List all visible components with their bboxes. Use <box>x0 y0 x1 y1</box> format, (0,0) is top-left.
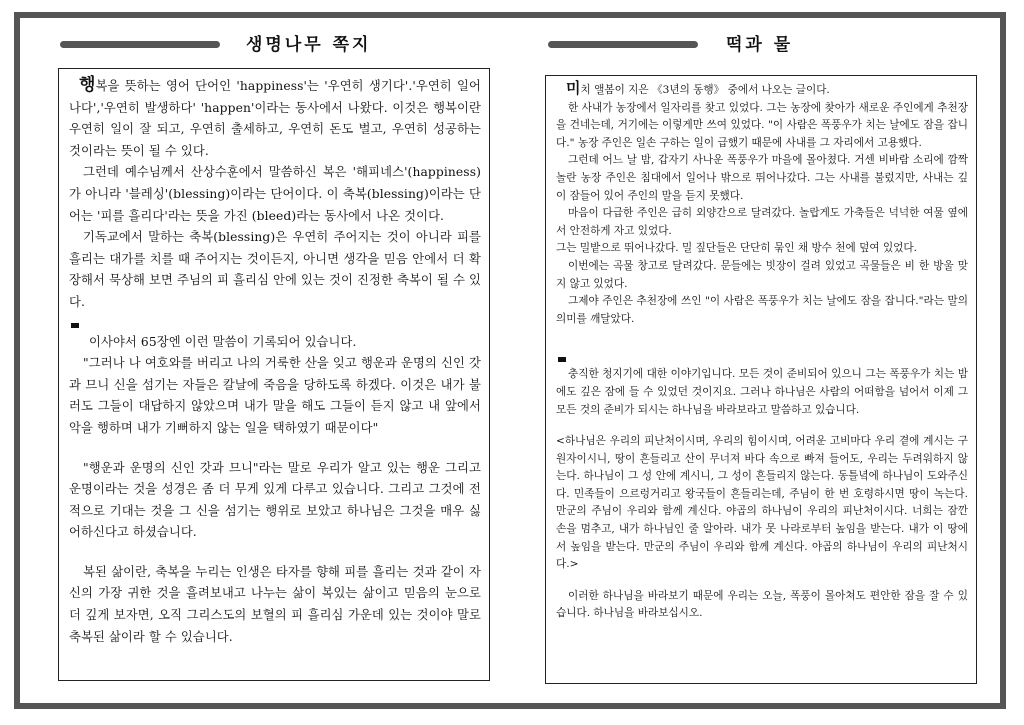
right-paragraph-10: 이러한 하나님을 바라보기 때문에 우리는 오늘, 폭풍이 몰아쳐도 편안한 잠을 잘 수 있습니다. 하나님을 바라보십시오. <box>556 589 968 620</box>
right-paragraph-9: <하나님은 우리의 피난처이시며, 우리의 힘이시며, 어려운 고비마다 우리 곁에 계시는 구원자이시니, 땅이 흔들리고 산이 무너져 바다 속으로 빠져 들어도, 우리는 두려워하지 않는다. 하나님이 그 성 안에 계시니, 그 성이 흔들리지 않는다. 동틀녘에 하나님이 도와주신다. 민족들이 으르렁거리고 왕국들이 흔들리는데, 주님이 한 번 호령하시면 땅이 녹는다. 만군의 주님이 우리와 함께 계신다. 야곱의 하나님이 우리의 피난처이시다. 너희는 잠깐 손을 멈추고, 내가 하나님인 줄 알아라. 내가 못 나라로부터 높임을 받는다. 내가 이 땅에서 높임을 받는다. 만군의 주님이 우리와 함께 계신다. 야곱의 하나님이 우리의 피난처시다.> <box>556 435 968 571</box>
left-header-bar <box>60 41 220 48</box>
right-column-title: 떡과 물 <box>726 35 794 55</box>
right-paragraph-5: 그는 밀밭으로 뛰어나갔다. 밀 짚단들은 단단히 묶인 채 방수 천에 덮여 있었다. <box>556 242 918 255</box>
left-paragraph-7: 복된 삶이란, 축복을 누리는 인생은 타자를 향해 피를 흘리는 것과 같이 자신의 가장 귀한 것을 흘려보내고 나누는 삶이 복있는 삶이고 믿음의 눈으로 더 깊게 보자면, 오직 그리스도의 보혈의 피 흘리심 가운데 있는 것이야 말로 축복된 삶이라 할 수 있습니다. <box>69 564 481 644</box>
spacer <box>556 328 968 348</box>
section-marker <box>558 357 566 362</box>
right-paragraph-4: 마음이 다급한 주인은 급히 외양간으로 달려갔다. 놀랍게도 가축들은 넉넉한 여물 옆에서 안전하게 자고 있었다. <box>556 207 968 237</box>
left-paragraph-1: 행복을 뜻하는 영어 단어인 'happiness'는 '우연히 생기다'.'우연히 일어나다','우연히 발생하다' 'happen'이라는 동사에서 나왔다. 이것은 행복이란 우연히 일이 잘 되고, 우연히 출세하고, 우연히 돈도 벌고, 우연히 성공하는 것이라는 뜻이 될 수 있다. <box>69 75 481 158</box>
right-paragraph-1: 미치 앨봄이 지은 《3년의 동행》 중에서 나오는 글이다. <box>566 79 830 97</box>
right-paragraph-8: 충직한 청지기에 대한 이야기입니다. 모든 것이 준비되어 있으니 그는 폭풍우가 치는 밤에도 깊은 잠에 들 수 있었던 것이지요. 그러나 하나님은 사람의 어떠함을 넘어서 이제 그 모든 것의 준비가 되시는 하나님을 바라보라고 말씀하고 있습니다. <box>556 368 968 416</box>
spacer <box>69 440 481 458</box>
right-paragraph-2: 한 사내가 농장에서 일자리를 찾고 있었다. 그는 농장에 찾아가 새로운 주인에게 추천장을 건네는데, 거기에는 이렇게만 쓰여 있었다. "이 사람은 폭풍우가 치는 날에도 잠을 잡니다." 농장 주인은 일손 구하는 일이 급했기 때문에 사내를 그 자리에서 고용했다. <box>556 101 968 149</box>
spacer <box>69 544 481 562</box>
right-article-panel <box>545 75 977 684</box>
spacer <box>556 574 968 588</box>
left-paragraph-4: 이사야서 65장엔 이런 말씀이 기록되어 있습니다. <box>89 334 357 349</box>
right-paragraph-7: 그제야 주인은 추천장에 쓰인 "이 사람은 폭풍우가 치는 날에도 잠을 잡니다."라는 말의 의미를 깨달았다. <box>556 295 968 325</box>
spacer <box>556 419 968 433</box>
left-paragraph-3: 기독교에서 말하는 축복(blessing)은 우연히 주어지는 것이 아니라 피를 흘리는 대가를 치를 때 주어지는 것이든지, 아니면 생각을 믿음 안에서 더 확장해서 묵상해 보면 주님의 피 흘리심 안에 있는 것이 진정한 축복이 될 수 있다. <box>69 230 481 309</box>
left-column-header <box>60 32 480 58</box>
left-paragraph-5: "그러나 나 여호와를 버리고 나의 거룩한 산을 잊고 행운과 운명의 신인 갓과 므니 신을 섬기는 자들은 칼날에 죽음을 당하도록 하겠다. 이것은 내가 불러도 그들이 대답하지 않았으며 내가 말을 해도 그들이 듣지 않고 내 앞에서 악을 행하며 내가 기뻐하지 않는 일을 택하였기 때문이다" <box>69 356 481 435</box>
right-column-header <box>548 32 968 58</box>
right-paragraph-3: 그런데 어느 날 밤, 갑자기 사나운 폭풍우가 마을에 몰아쳤다. 거센 비바람 소리에 깜짝 놀란 농장 주인은 침대에서 일어나 밖으로 뛰어나갔다. 그는 사내를 불렀지만, 사내는 깊이 잠들어 있어 주인의 말을 듣지 못했다. <box>556 154 968 202</box>
section-marker <box>71 323 79 328</box>
left-column-title: 생명나무 쪽지 <box>246 35 372 55</box>
right-dropcap: 미 <box>566 79 581 97</box>
left-paragraph-6: "행운과 운명의 신인 갓과 므니"라는 말로 우리가 알고 있는 행운 그리고 운명이라는 것을 성경은 좀 더 무게 있게 다루고 있습니다. 그리고 그것에 전적으로 기대는 것을 그 신을 섬기는 행위로 보았고 하나님은 그것을 매우 싫어하신다고 하셨습니다. <box>69 460 481 540</box>
left-dropcap: 행 <box>79 75 96 95</box>
left-article-panel <box>58 68 490 681</box>
right-header-bar <box>548 41 698 48</box>
left-paragraph-2: 그런데 예수님께서 산상수훈에서 말씀하신 복은 '해피네스'(happiness)가 아니라 '블레싱'(blessing)이라는 단어이다. 이 축복(blessing)이라는 단어는 '피를 흘리다'라는 뜻을 가진 (bleed)라는 동사에서 나온 것이다. <box>69 165 481 223</box>
right-paragraph-6: 이번에는 곡물 창고로 달려갔다. 문들에는 빗장이 걸려 있었고 곡물들은 비 한 방울 맞지 않고 있었다. <box>556 259 968 290</box>
